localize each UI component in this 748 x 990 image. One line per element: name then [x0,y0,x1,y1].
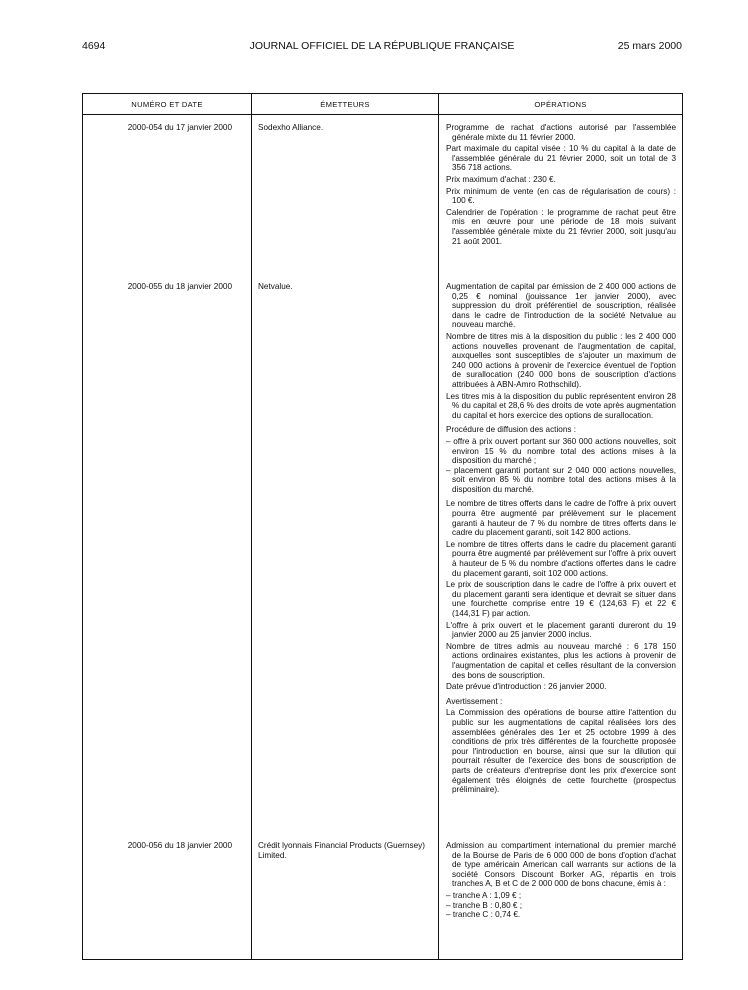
operation-paragraph: Le prix de souscription dans le cadre de l'offre à prix ouvert et du placement garanti sera identique et devrait se situer dans une fourchette comprise entre 19 € (124,63 F) et 22 € (144,31 F) par action. [446,580,676,618]
operation-paragraph: Les titres mis à la disposition du public représentent environ 28 % du capital et 28,6 % des droits de vote après augmentation du capital et hors exercice des options de surallocation. [446,391,676,420]
operation-paragraph: Nombre de titres admis au nouveau marché : 6 178 150 actions ordinaires existantes, plus les actions à provenir de l'augmentation de capital et celles résultant de la conversion des bons de souscription. [446,641,676,680]
list-item: – tranche B : 0,80 € ; [446,901,676,911]
decision-number: 2000-055 du 18 janvier 2000 [83,272,252,831]
operation-paragraph: Augmentation de capital par émission de 2 400 000 actions de 0,25 € nominal (jouissance 1er janvier 2000), avec suppression du droit préférentiel de souscription, réalisée dans le cadre de l'introduction de la société Netvalue au nouveau marché. [446,282,676,330]
list-item: – tranche A : 1,09 € ; [446,891,676,901]
operation-paragraph: Prix maximum d'achat : 230 €. [446,174,556,184]
operation-paragraph: Date prévue d'introduction : 26 janvier 2000. [446,682,607,692]
column-header-issuers: ÉMETTEURS [252,94,439,115]
operation-paragraph: Le nombre de titres offerts dans le cadre de l'offre à prix ouvert pourra être augmenté par prélèvement sur le placement garanti à hauteur de 7 % du nombre de titres offerts dans le cadre du placement garanti, soit 142 800 actions. [446,499,676,538]
decision-number: 2000-056 du 18 janvier 2000 [83,831,252,960]
operation-paragraph: Part maximale du capital visée : 10 % du capital à la date de l'assemblée générale du 21 février 2000, soit un total de 3 356 718 actions. [446,144,676,173]
issue-date: 25 mars 2000 [617,40,682,52]
table-row [83,115,683,273]
operations-cell [439,831,683,960]
list-item: – placement garanti portant sur 2 040 000 actions nouvelles, soit environ 85 % du nombre total des actions mises à la disposition du marché. [446,466,676,495]
issuer-name: Netvalue. [252,272,439,831]
page-number: 4694 [82,40,106,52]
list-item: – offre à prix ouvert portant sur 360 000 actions nouvelles, soit environ 15 % du nombre total des actions mises à la disposition du marché ; [446,437,676,466]
procedure-title: Procédure de diffusion des actions : [446,425,577,435]
column-header-operations: OPÉRATIONS [439,94,683,115]
journal-title: JOURNAL OFFICIEL DE LA RÉPUBLIQUE FRANÇAISE [249,40,515,52]
column-header-number: NUMÉRO ET DATE [83,94,252,115]
list-item: – tranche C : 0,74 €. [446,910,676,920]
operations-table [82,93,683,960]
operations-cell [439,272,683,831]
decision-number: 2000-054 du 17 janvier 2000 [83,115,252,273]
operation-paragraph: Prix minimum de vente (en cas de régularisation de cours) : 100 €. [446,186,676,206]
issuer-name: Sodexho Alliance. [252,115,439,273]
table-row [83,831,683,960]
warning-text: La Commission des opérations de bourse attire l'attention du public sur les augmentations de capital réalisées lors des assemblées générales des 1er et 25 octobre 1999 à des conditions de prix très différentes de la fourchette proposée pour l'introduction en bourse, ainsi que sur la dilution qui pourrait résulter de l'exercice des bons de souscription de parts de créateurs d'entreprise dont les prix d'exercice sont également très éloignés de cette fourchette (prospectus préliminaire). [446,708,676,795]
table-header-row [83,94,683,115]
operation-paragraph: Programme de rachat d'actions autorisé par l'assemblée générale mixte du 11 février 2000. [446,123,676,142]
warning-title: Avertissement : [446,696,503,706]
operation-paragraph: Calendrier de l'opération : le programme de rachat peut être mis en œuvre pour une période de 18 mois suivant l'assemblée générale mixte du 21 février 2000, soit jusqu'au 21 août 2001. [446,207,676,246]
page-header [82,40,682,54]
operation-paragraph: Le nombre de titres offerts dans le cadre du placement garanti pourra être augmenté par prélèvement sur l'offre à prix ouvert à hauteur de 5 % du nombre d'actions offertes dans le cadre du placement garanti, soit 102 000 actions. [446,539,676,578]
operation-paragraph: Nombre de titres mis à la disposition du public : les 2 400 000 actions nouvelles provenant de l'augmentation de capital, auxquelles sont susceptibles de s'ajouter un maximum de 240 000 actions à provenir de l'exercice éventuel de l'option de surallocation (240 000 bons de souscription d'actions attribuées à ABN-Amro Rothschild). [446,331,676,389]
issuer-name: Crédit lyonnais Financial Products (Guernsey) Limited. [252,831,439,960]
procedure-list [446,437,676,495]
table-row [83,272,683,831]
operation-paragraph: L'offre à prix ouvert et le placement garanti dureront du 19 janvier 2000 au 25 janvier 2000 inclus. [446,620,676,640]
operations-cell [439,115,683,273]
tranche-list [446,891,676,920]
operation-paragraph: Admission au compartiment international du premier marché de la Bourse de Paris de 6 000 000 de bons d'option d'achat de type américain American call warrants sur actions de la société Consors Discount Borker AG, répartis en trois tranches A, B et C de 2 000 000 de bons chacune, émis à : [446,841,676,889]
